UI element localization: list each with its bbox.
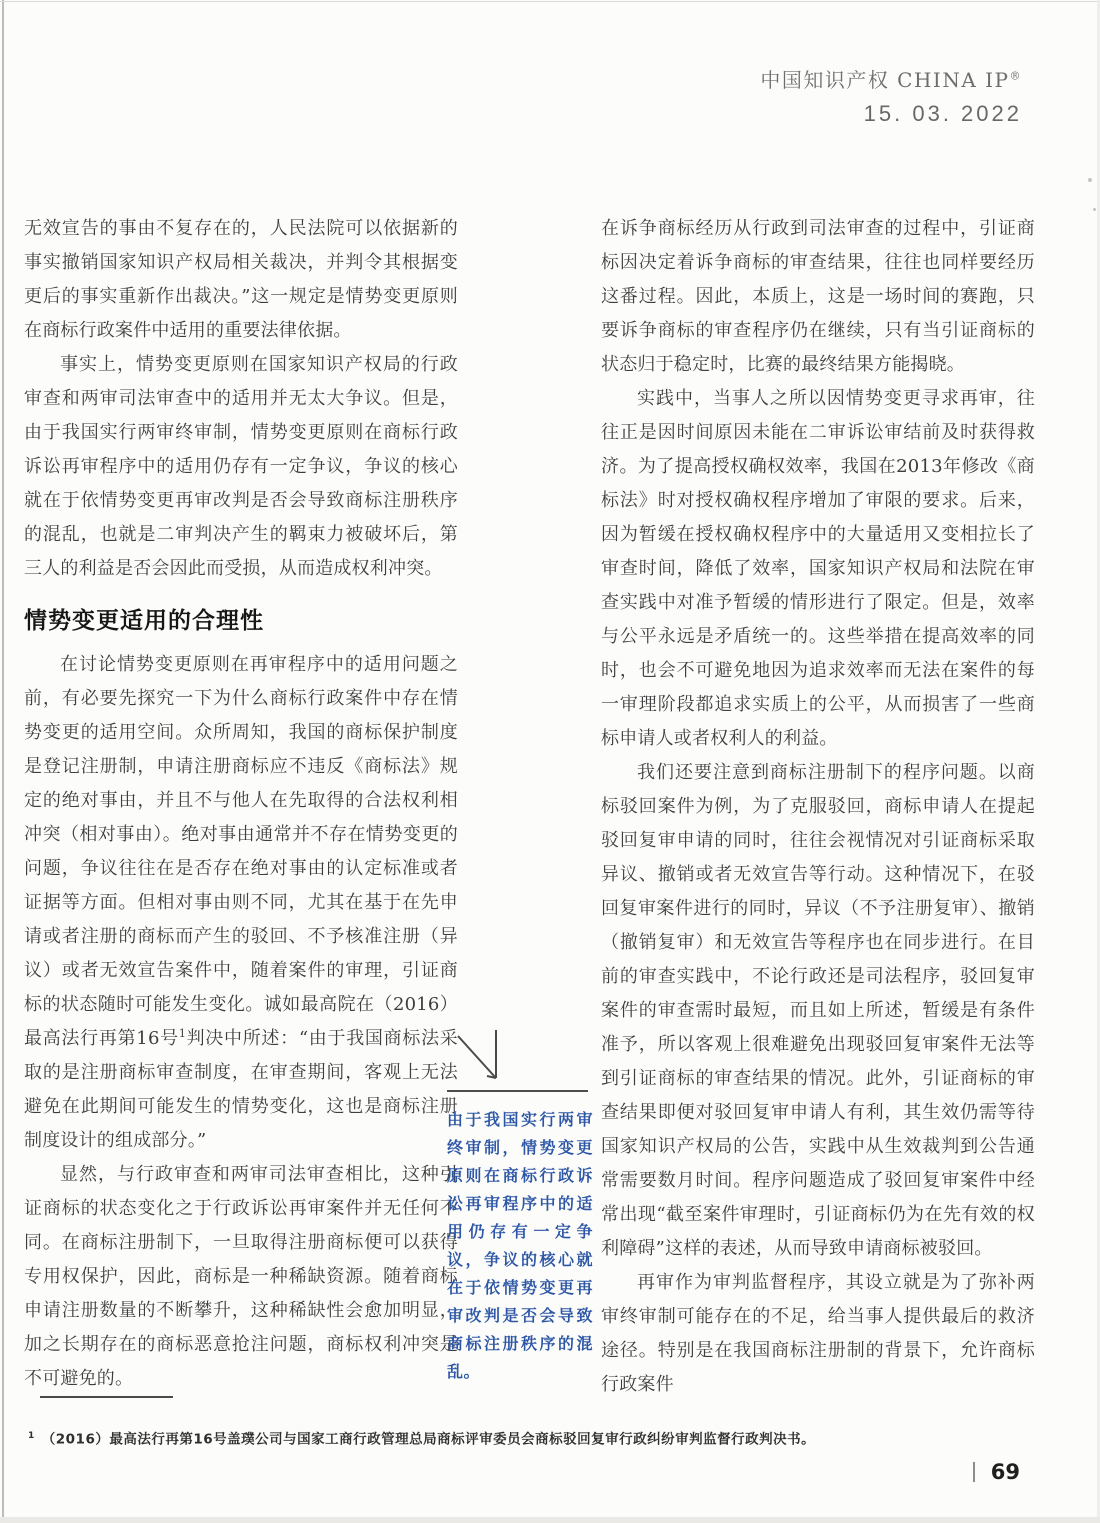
scan-edge-top — [0, 1, 1100, 2]
registered-mark: ® — [1009, 69, 1022, 83]
footnote-text: （2016）最高法行再第16号盖璞公司与国家工商行政管理总局商标评审委员会商标驳回复审行政纠纷审判监督行政判决书。 — [41, 1431, 816, 1447]
left-paragraph-4: 显然，与行政审查和两审司法审查相比，这种引证商标的状态变化之于行政诉讼再审案件并无任何不同。在商标注册制下，一旦取得注册商标便可以获得专用权保护，因此，商标是一种稀缺资源。随着商标申请注册数量的不断攀升，这种稀缺性会愈加明显，加之长期存在的商标恶意抢注问题，商标权利冲突是不可避免的。 — [24, 1164, 458, 1389]
right-paragraph-1: 在诉争商标经历从行政到司法审查的过程中，引证商标因决定着诉争商标的审查结果，往往也同样要经历这番过程。因此，本质上，这是一场时间的赛跑，只要诉争商标的审查程序仍在继续，只有当引证商标的状态归于稳定时，比赛的最终结果方能揭晓。 — [601, 218, 1035, 375]
issue-date: 15. 03. 2022 — [863, 101, 1022, 126]
pull-quote — [447, 1026, 593, 1386]
page-number-value: 69 — [990, 1460, 1020, 1484]
left-paragraph-1: 无效宣告的事由不复存在的，人民法院可以依据新的事实撤销国家知识产权局相关裁决，并判令其根据变更后的事实重新作出裁决。”这一规定是情势变更原则在商标行政案件中适用的重要法律依据。 — [24, 218, 458, 341]
pull-quote-text: 由于我国实行两审终审制，情势变更原则在商标行政诉讼再审程序中的适用仍存有一定争议，争议的核心就在于依情势变更再审改判是否会导致商标注册秩序的混乱。 — [447, 1110, 593, 1381]
scan-speck — [1093, 208, 1096, 211]
left-paragraph-3-text: 在讨论情势变更原则在再审程序中的适用问题之前，有必要先探究一下为什么商标行政案件中存在情势变更的适用空间。众所周知，我国的商标保护制度是登记注册制，申请注册商标应不违反《商标法》规定的绝对事由，并且不与他人在先取得的合法权利相冲突（相对事由）。绝对事由通常并不存在情势变更的问题，争议往往在是否存在绝对事由的认定标准或者证据等方面。但相对事由则不同，尤其在基于在先申请或者注册的商标而产生的驳回、不予核准注册（异议）或者无效宣告案件中，随着案件的审理，引证商标的状态随时可能发生变化。诚如最高院在（2016）最高法行再第16号 — [24, 654, 458, 1049]
right-paragraph-3: 我们还要注意到商标注册制下的程序问题。以商标驳回案件为例，为了克服驳回，商标申请人在提起驳回复审申请的同时，往往会视情况对引证商标采取异议、撤销或者无效宣告等行动。这种情况下，在驳回复审案件进行的同时，异议（不予注册复审）、撤销（撤销复审）和无效宣告等程序也在同步进行。在目前的审查实践中，不论行政还是司法程序，驳回复审案件的审查需时最短，而且如上所述，暂缓是有条件准予，所以客观上很难避免出现驳回复审案件无法等到引证商标的审查结果的情况。此外，引证商标的审查结果即便对驳回复审申请人有利，其生效仍需等待国家知识产权局的公告，实践中从生效裁判到公告通常需要数月时间。程序问题造成了驳回复审案件中经常出现“截至案件审理时，引证商标仍为在先有效的权利障碍”这样的表述，从而导致申请商标被驳回。 — [601, 762, 1035, 1259]
page-number-divider — [973, 1462, 975, 1482]
right-paragraph-4: 再审作为审判监督程序，其设立就是为了弥补两审终审制可能存在的不足，给当事人提供最后的救济途径。特别是在我国商标注册制的背景下，允许商标行政案件 — [601, 1272, 1035, 1395]
scan-edge-left — [2, 0, 4, 1523]
left-paragraph-2: 事实上，情势变更原则在国家知识产权局的行政审查和两审司法审查中的适用并无太大争议。但是，由于我国实行两审终审制，情势变更原则在商标行政诉讼再审程序中的适用仍存有一定争议，争议的核心就在于依情势变更再审改判是否会导致商标注册秩序的混乱，也就是二审判决产生的羁束力被破坏后，第三人的利益是否会因此而受损，从而造成权利冲突。 — [24, 354, 458, 579]
footnote — [28, 1426, 958, 1450]
right-paragraph-2: 实践中，当事人之所以因情势变更寻求再审，往往正是因时间原因未能在二审诉讼审结前及时获得救济。为了提高授权确权效率，我国在2013年修改《商标法》时对授权确权程序增加了审限的要求。后来，因为暂缓在授权确权程序中的大量适用又变相拉长了审查时间，降低了效率，国家知识产权局和法院在审查实践中对准予暂缓的情形进行了限定。但是，效率与公平永远是矛盾统一的。这些举措在提高效率的同时，也会不可避免地因为追求效率而无法在案件的每一审理阶段都追求实质上的公平，从而损害了一些商标申请人或者权利人的利益。 — [601, 388, 1035, 749]
scan-speck — [1088, 178, 1092, 182]
left-paragraph-3 — [24, 648, 458, 1158]
footnote-divider — [40, 1396, 173, 1398]
left-column — [24, 212, 458, 1396]
scan-edge-bottom — [0, 1517, 1100, 1523]
pull-quote-divider — [447, 1090, 588, 1092]
section-heading: 情势变更适用的合理性 — [24, 608, 264, 634]
journal-title — [760, 64, 1022, 93]
footnote-ref: 1 — [178, 1027, 187, 1040]
corner-arrow-down-right-icon — [451, 1026, 503, 1084]
journal-title-text: 中国知识产权 CHINA IP — [760, 68, 1010, 92]
page-number — [973, 1460, 1020, 1484]
footnote-marker: 1 — [28, 1430, 35, 1441]
page-header — [760, 64, 1022, 127]
left-paragraph-3-text: 判决中所述：“由于我国商标法采取的是注册商标审查制度，在审查期间，客观上无法避免在此期间可能发生的情势变化，这也是商标注册制度设计的组成部分。” — [24, 1028, 458, 1151]
right-column — [601, 212, 1035, 1402]
